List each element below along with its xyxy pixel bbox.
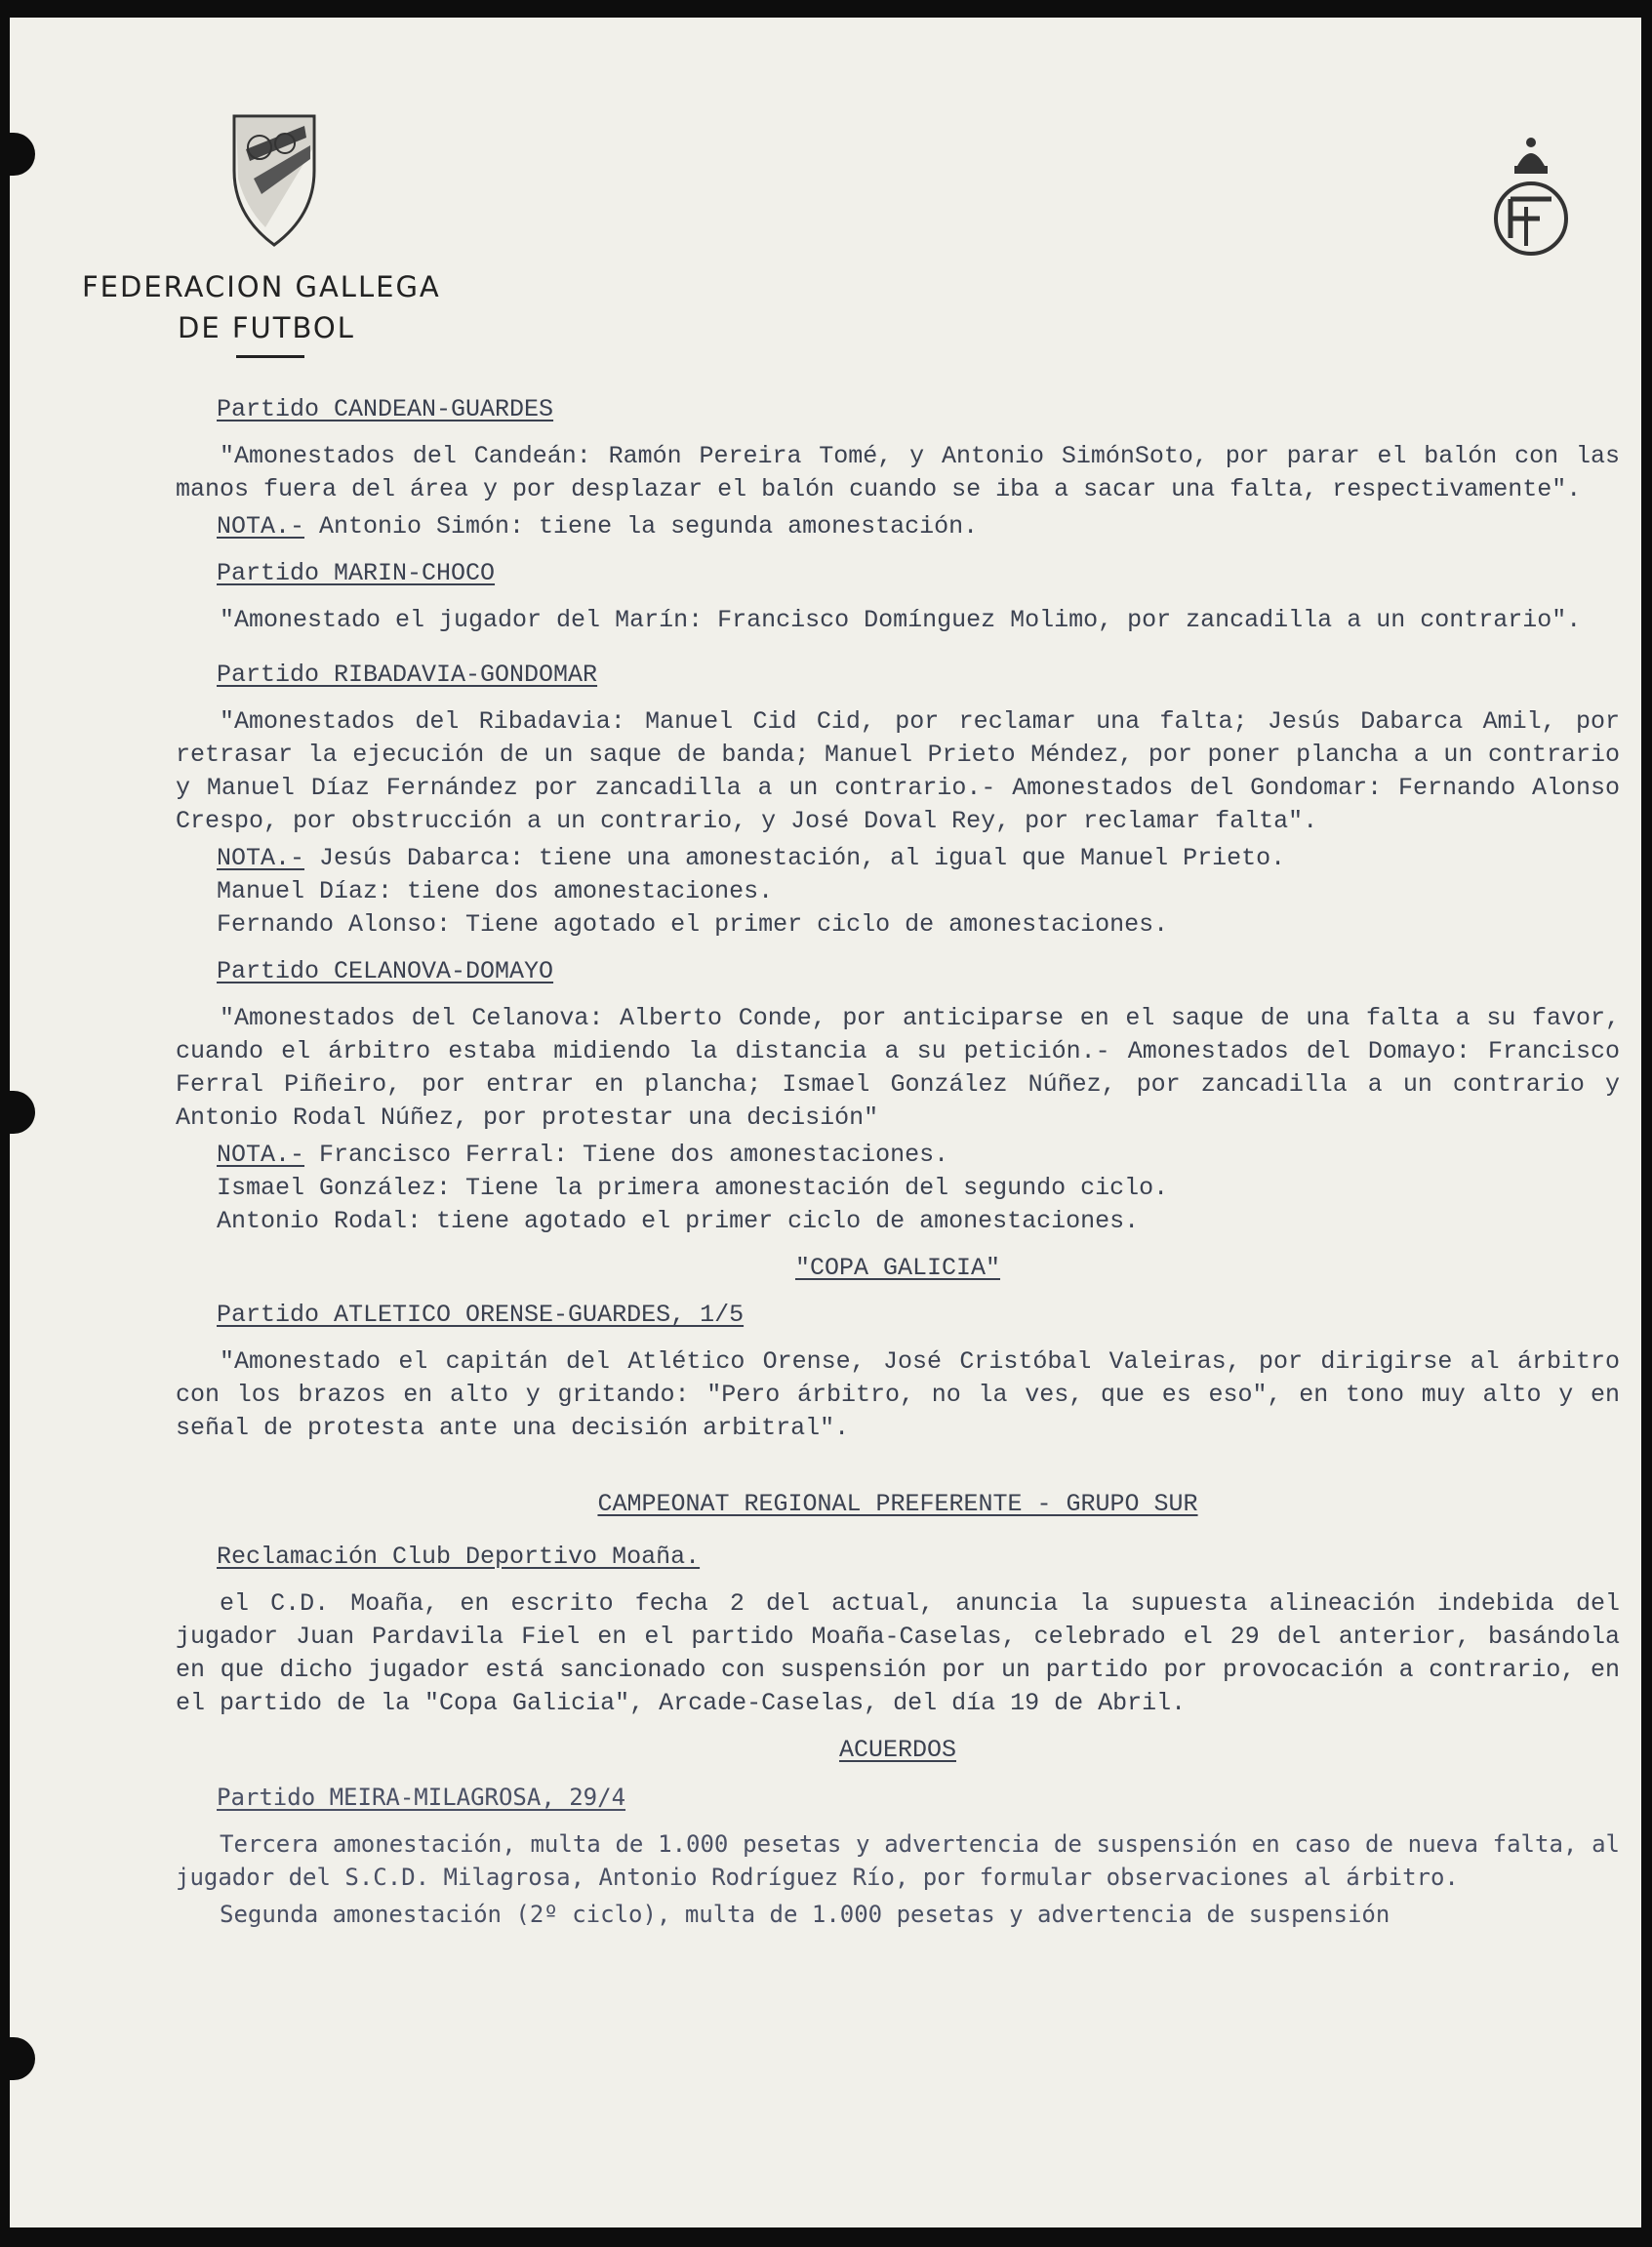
document-page xyxy=(10,18,1641,2227)
binding-notch xyxy=(10,2037,35,2080)
match-heading: Partido CELANOVA-DOMAYO xyxy=(217,957,554,985)
match-section xyxy=(176,955,1620,1238)
match-heading: Partido RIBADAVIA-GONDOMAR xyxy=(217,661,598,689)
regional-title: CAMPEONAT REGIONAL PREFERENTE - GRUPO SUR xyxy=(597,1490,1198,1518)
match-paragraph: "Amonestado el capitán del Atlético Orense, José Cristóbal Valeiras, por dirigirse al árbitro con los brazos en alto y gritando: "Pero árbitro, no la ves, que es eso", en tono muy alto y en señal de protesta ante una decisión arbitral". xyxy=(176,1347,1620,1442)
match-heading: Partido MARIN-CHOCO xyxy=(217,559,496,587)
match-heading: Partido CANDEAN-GUARDES xyxy=(217,395,554,423)
note-line: Fernando Alonso: Tiene agotado el primer ciclo de amonestaciones. xyxy=(217,910,1169,939)
document-body xyxy=(176,393,1620,1945)
letterhead-rule xyxy=(236,355,304,358)
note-text: Francisco Ferral: Tiene dos amonestaciones. xyxy=(304,1141,949,1169)
note-label: NOTA.- xyxy=(217,512,305,541)
acuerdos-section xyxy=(176,1781,1620,1931)
federation-name xyxy=(82,266,441,348)
claim-heading: Reclamación Club Deportivo Moaña. xyxy=(217,1543,701,1571)
note-line: Antonio Rodal: tiene agotado el primer ciclo de amonestaciones. xyxy=(217,1207,1140,1235)
match-section xyxy=(176,659,1620,942)
copa-title: "COPA GALICIA" xyxy=(794,1254,1001,1282)
match-paragraph: "Amonestado el jugador del Marín: Francisco Domínguez Molimo, por zancadilla a un contrario". xyxy=(220,606,1582,634)
match-paragraph: "Amonestados del Candeán: Ramón Pereira Tomé, y Antonio SimónSoto, por parar el balón con las manos fuera del área y por desplazar el balón cuando se iba a sacar una falta, respectivamente". xyxy=(176,442,1620,503)
note-label: NOTA.- xyxy=(217,1141,305,1169)
agreement-paragraph: Segunda amonestación (2º ciclo), multa de 1.000 pesetas y advertencia de suspensión xyxy=(220,1901,1390,1928)
match-heading: Partido MEIRA-MILAGROSA, 29/4 xyxy=(217,1784,626,1811)
copa-section xyxy=(176,1299,1620,1445)
crest-icon xyxy=(226,110,322,249)
note-text: Antonio Simón: tiene la segunda amonestación. xyxy=(304,512,979,541)
match-paragraph: "Amonestados del Celanova: Alberto Conde, por anticiparse en el saque de una falta a su favor, cuando el árbitro estaba midiendo la distancia a su petición.- Amonestados del Domayo: Francisco Ferral Piñeiro, por entrar en plancha; Ismael González Núñez, por zancadilla a un contrario y Antonio Rodal Núñez, por protestar una decisión" xyxy=(176,1004,1620,1132)
match-heading: Partido ATLETICO ORENSE-GUARDES, 1/5 xyxy=(217,1301,745,1329)
match-paragraph: "Amonestados del Ribadavia: Manuel Cid Cid, por reclamar una falta; Jesús Dabarca Amil, por retrasar la ejecución de un saque de banda; Manuel Prieto Méndez, por poner plancha a un contrario y Manuel Díaz Fernández por zancadilla a un contrario.- Amonestados del Gondomar: Fernando Alonso Crespo, por obstrucción a un contrario, y José Doval Rey, por reclamar falta". xyxy=(176,707,1620,835)
note-text: Jesús Dabarca: tiene una amonestación, al igual que Manuel Prieto. xyxy=(304,844,1286,872)
acuerdos-title: ACUERDOS xyxy=(838,1736,957,1764)
match-section xyxy=(176,557,1620,637)
agreement-paragraph: Tercera amonestación, multa de 1.000 pesetas y advertencia de suspensión en caso de nueva falta, al jugador del S.C.D. Milagrosa, Antonio Rodríguez Río, por formular observaciones al árbitro. xyxy=(176,1830,1620,1891)
note-line xyxy=(217,1139,1620,1172)
note-label: NOTA.- xyxy=(217,844,305,872)
claim-paragraph: el C.D. Moaña, en escrito fecha 2 del actual, anuncia la supuesta alineación indebida del jugador Juan Pardavila Fiel en el partido Moaña-Caselas, celebrado el 29 del anterior, basándola en que dicho jugador está sancionado con suspensión por un partido por provocación a contrario, en el partido de la "Copa Galicia", Arcade-Caselas, del día 19 de Abril. xyxy=(176,1589,1620,1717)
note-line xyxy=(217,842,1620,875)
note-line: Ismael González: Tiene la primera amonestación del segundo ciclo. xyxy=(217,1174,1169,1202)
note-line xyxy=(217,510,1620,543)
note-line: Manuel Díaz: tiene dos amonestaciones. xyxy=(217,877,774,905)
binding-notch xyxy=(10,1091,35,1134)
federation-name-line2: DE FUTBOL xyxy=(178,311,355,344)
match-section xyxy=(176,393,1620,543)
claim-section xyxy=(176,1541,1620,1720)
federation-name-line1: FEDERACION GALLEGA xyxy=(82,270,441,303)
federation-seal-icon xyxy=(1487,129,1575,258)
binding-notch xyxy=(10,133,35,176)
